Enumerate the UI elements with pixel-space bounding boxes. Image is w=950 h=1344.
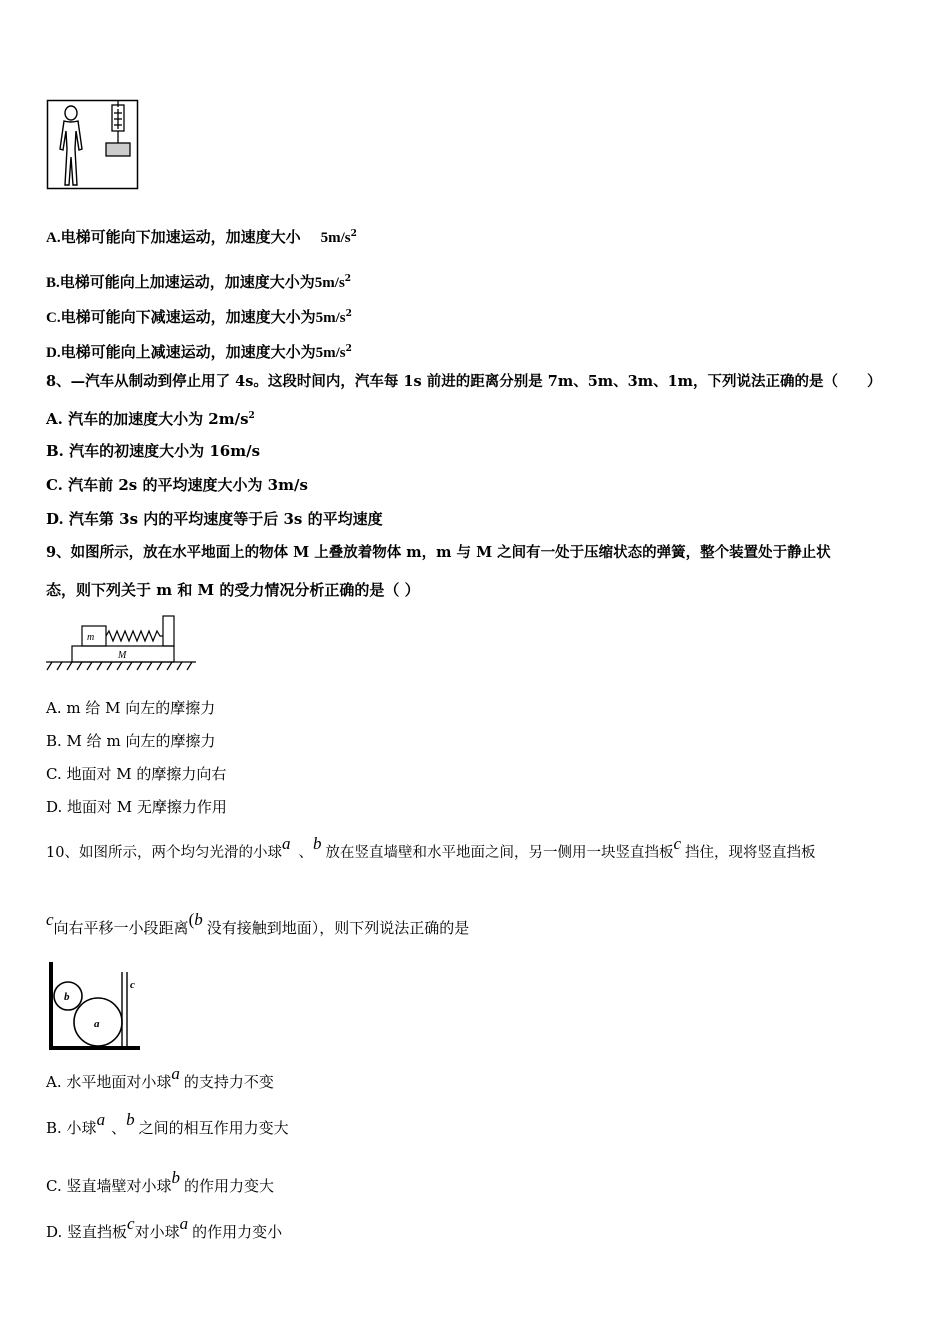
q9-stem-line2: 态，则下列关于 m 和 M 的受力情况分析正确的是（ ） (46, 581, 420, 599)
q9-option-b[interactable]: B. M 给 m 向左的摩擦力 (46, 732, 216, 750)
figure-two-balls (46, 960, 142, 1052)
q8-option-b[interactable]: B. 汽车的初速度大小为 16m/s (46, 442, 261, 460)
figure-person-scale (46, 99, 140, 191)
block-M-label: M (118, 650, 127, 661)
person-icon (60, 106, 82, 185)
q10-stem-line1: 10、如图所示，两个均匀光滑的小球a 、b 放在竖直墙壁和水平地面之间，另一侧用一块竖直挡板c 挡住，现将竖直挡板 (46, 834, 816, 861)
q7-option-a[interactable]: A.电梯可能向下加速运动，加速度大小 $5m/s^2$ (46, 228, 357, 246)
ball-b-label: b (64, 991, 70, 1003)
q9-stem-line1: 9、如图所示，放在水平地面上的物体 M 上叠放着物体 m，m 与 M 之间有一处于压缩状态的弹簧，整个装置处于静止状 (46, 544, 831, 561)
ball-a-label: a (94, 1018, 100, 1030)
figure-spring-blocks (46, 612, 198, 674)
block-m-label: m (87, 632, 95, 643)
q7-option-b[interactable]: B.电梯可能向上加速运动，加速度大小为$5m/s^2$ (46, 273, 352, 291)
q10-option-c[interactable]: C. 竖直墙壁对小球b 的作用力变大 (46, 1168, 274, 1195)
q10-option-a[interactable]: A. 水平地面对小球a 的支持力不变 (46, 1064, 274, 1091)
q7-option-d[interactable]: D.电梯可能向上减速运动，加速度大小为$5m/s^2$ (46, 343, 352, 361)
spring-scale-icon (106, 101, 130, 156)
q10-stem-line2: c向右平移一小段距离(b 没有接触到地面），则下列说法正确的是 (46, 910, 470, 937)
board-c-label: c (130, 979, 135, 991)
q8-stem: 8、—汽车从制动到停止用了 4s。这段时间内，汽车每 1s 前进的距离分别是 7m、5m、3m、1m，下列说法正确的是（ ） (46, 373, 882, 390)
q8-option-d[interactable]: D. 汽车第 3s 内的平均速度等于后 3s 的平均速度 (46, 510, 383, 528)
q9-option-a[interactable]: A. m 给 M 向左的摩擦力 (46, 699, 216, 717)
q10-option-d[interactable]: D. 竖直挡板c对小球a 的作用力变小 (46, 1214, 283, 1241)
q8-option-c[interactable]: C. 汽车前 2s 的平均速度大小为 3m/s (46, 476, 308, 494)
q9-option-c[interactable]: C. 地面对 M 的摩擦力向右 (46, 765, 227, 783)
q10-option-b[interactable]: B. 小球a 、b 之间的相互作用力变大 (46, 1110, 289, 1137)
q7-option-c[interactable]: C.电梯可能向下减速运动，加速度大小为$5m/s^2$ (46, 308, 352, 326)
q9-option-d[interactable]: D. 地面对 M 无摩擦力作用 (46, 798, 227, 816)
q8-option-a[interactable]: A. 汽车的加速度大小为 $2m/s^2$ (46, 410, 255, 428)
